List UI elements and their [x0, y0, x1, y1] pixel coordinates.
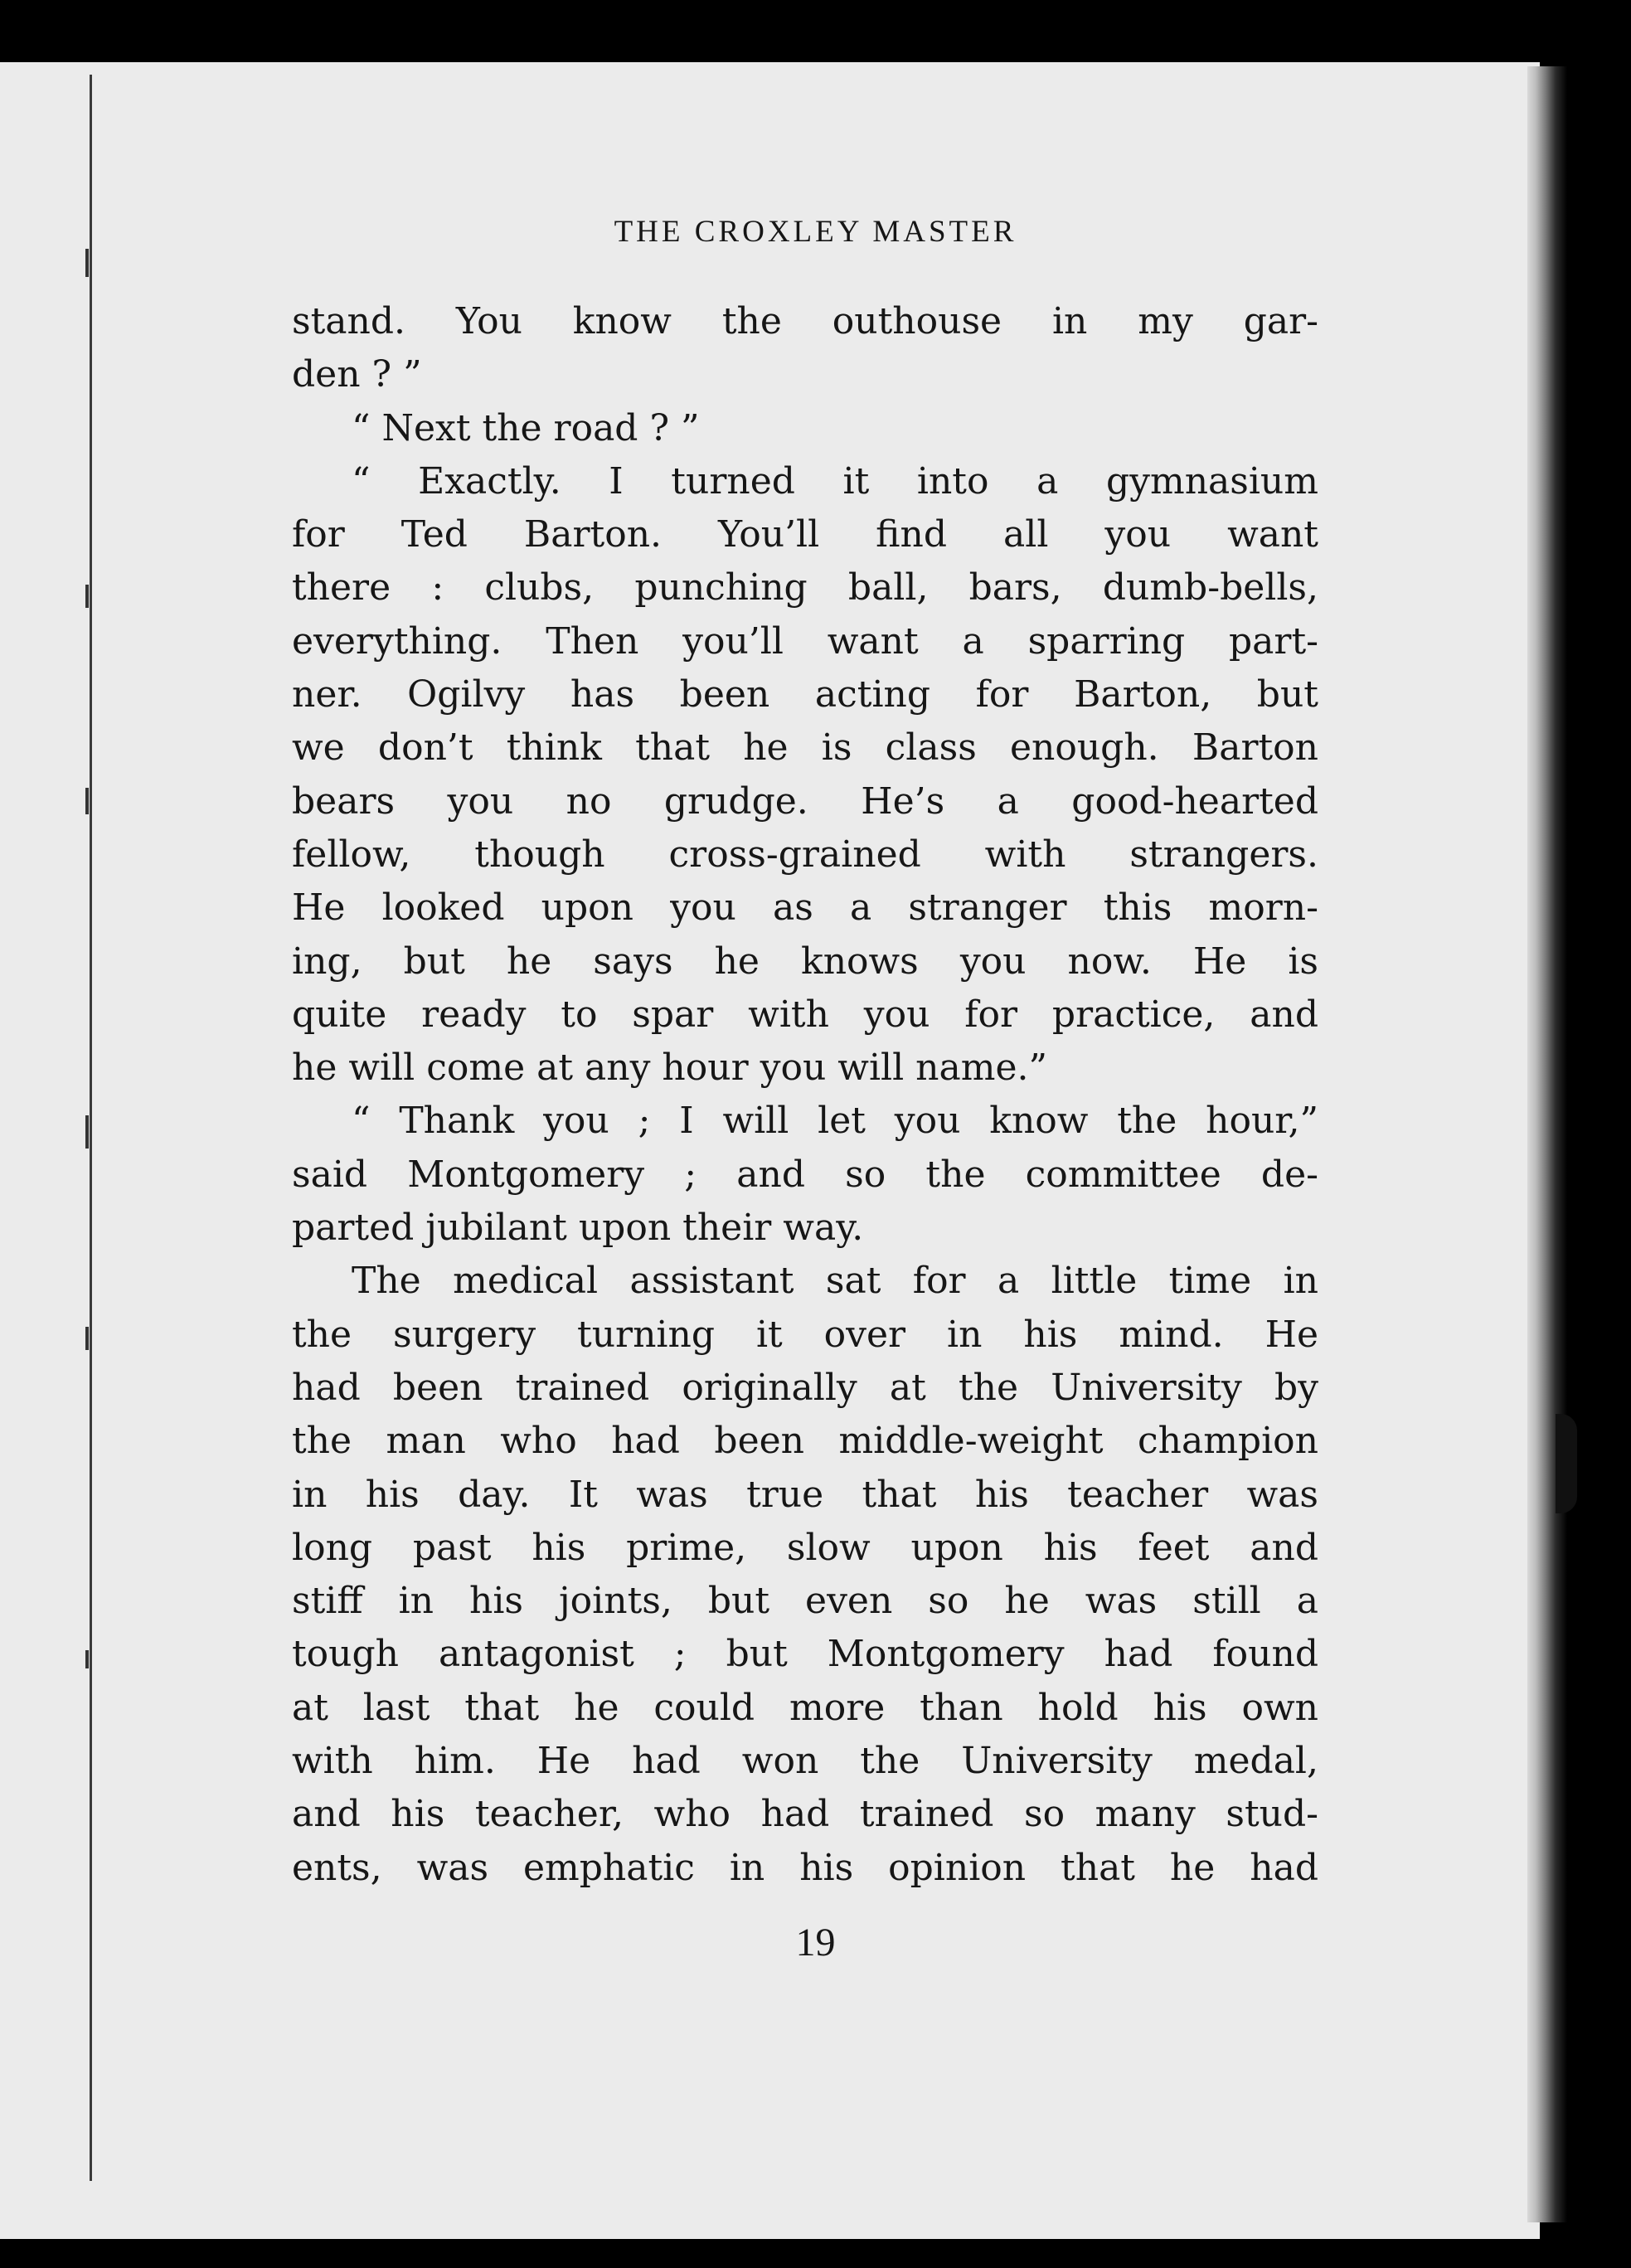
body-text	[292, 295, 1318, 1895]
text-line: at last that he could more than hold his own	[292, 1686, 1318, 1729]
text-line: for Ted Barton. You’ll find all you want	[292, 513, 1318, 556]
text-line: we don’t think that he is class enough. Barton	[292, 726, 1318, 770]
text-line: ing, but he says he knows you now. He is	[292, 940, 1318, 983]
text-line: said Montgomery ; and so the committee de-	[292, 1153, 1318, 1196]
text-line: and his teacher, who had trained so many stud-	[292, 1793, 1318, 1836]
left-margin-mark	[85, 1327, 89, 1350]
text-line: there : clubs, punching ball, bars, dumb-bells,	[292, 566, 1318, 609]
text-line: everything. Then you’ll want a sparring part-	[292, 619, 1318, 663]
page-number: 19	[795, 1921, 836, 1964]
running-head: THE CROXLEY MASTER	[614, 215, 1017, 249]
text-line: parted jubilant upon their way.	[292, 1207, 864, 1250]
text-line: bears you no grudge. He’s a good-hearted	[292, 779, 1318, 823]
text-line: fellow, though cross-grained with strangers.	[292, 833, 1318, 876]
text-line: he will come at any hour you will name.”	[292, 1047, 1047, 1090]
text-line: He looked upon you as a stranger this morn-	[292, 886, 1318, 930]
left-margin-mark	[85, 788, 89, 814]
text-line: stand. You know the outhouse in my gar-	[292, 300, 1318, 342]
text-line: ner. Ogilvy has been acting for Barton, but	[292, 673, 1318, 716]
text-line: the man who had been middle-weight champion	[292, 1420, 1318, 1463]
left-margin-mark	[85, 249, 89, 277]
right-edge-tab	[1556, 1414, 1577, 1513]
text-line: tough antagonist ; but Montgomery had found	[292, 1633, 1318, 1676]
text-line: in his day. It was true that his teacher was	[292, 1473, 1318, 1516]
text-line: “ Exactly. I turned it into a gymnasium	[352, 459, 1318, 503]
text-line: ents, was emphatic in his opinion that he had	[292, 1846, 1318, 1889]
right-page-edge	[1527, 66, 1631, 2222]
left-margin-mark	[85, 585, 89, 608]
text-line: den ? ”	[292, 353, 422, 396]
text-line: quite ready to spar with you for practice, and	[292, 993, 1318, 1036]
text-line: “ Thank you ; I will let you know the hour,”	[352, 1100, 1318, 1143]
bottom-border	[0, 2239, 1631, 2268]
text-line: long past his prime, slow upon his feet and	[292, 1526, 1318, 1569]
left-page-edge	[90, 75, 92, 2181]
text-line: stiff in his joints, but even so he was still a	[292, 1580, 1318, 1623]
text-line: the surgery turning it over in his mind. He	[292, 1313, 1318, 1356]
text-line: The medical assistant sat for a little time in	[352, 1260, 1318, 1303]
left-margin-mark	[85, 1115, 89, 1149]
text-line: “ Next the road ? ”	[352, 406, 700, 449]
text-line: with him. He had won the University medal,	[292, 1740, 1318, 1783]
text-line: had been trained originally at the University by	[292, 1366, 1318, 1409]
left-margin-mark	[85, 1650, 89, 1668]
